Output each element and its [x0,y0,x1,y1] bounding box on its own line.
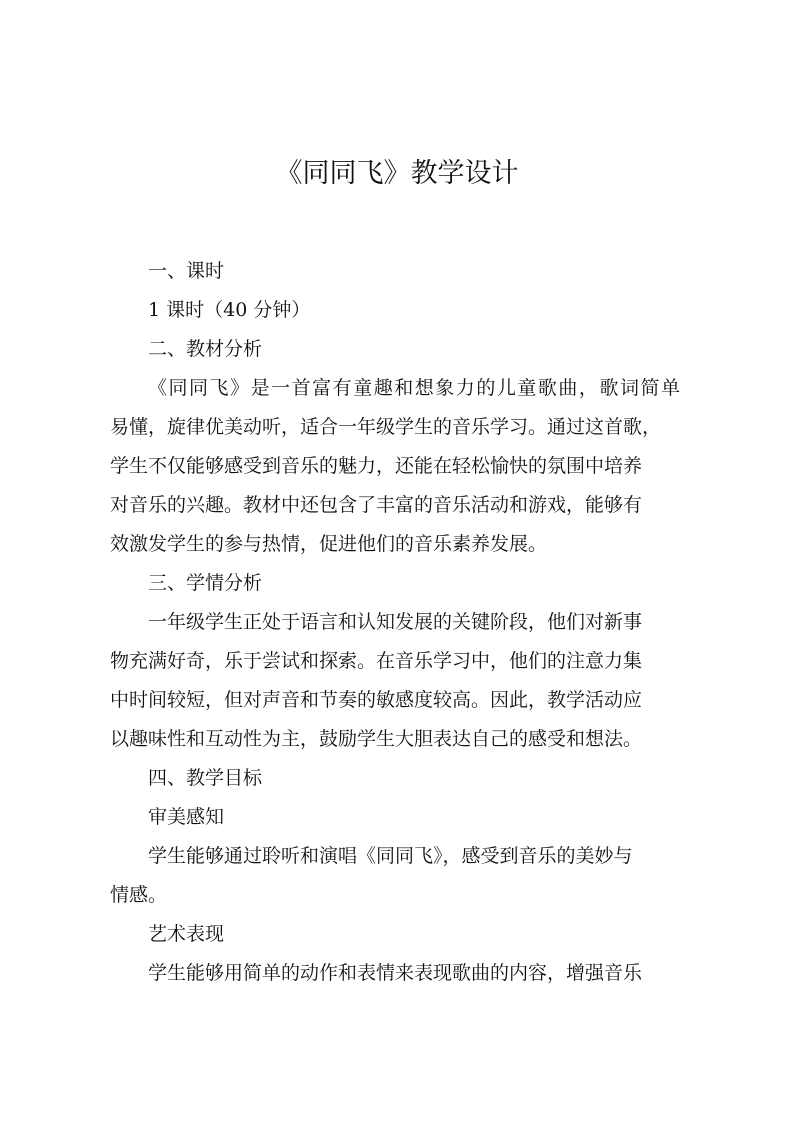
paragraph-line: 中时间较短，但对声音和节奏的敏感度较高。因此，教学活动应 [110,689,643,711]
paragraph-line: 情感。 [110,884,168,906]
paragraph-line: 一年级学生正处于语言和认知发展的关键阶段，他们对新事 [148,611,643,633]
document-body [110,252,694,993]
section-heading-lesson-hours: 一、课时 [148,260,225,282]
paragraph-line: 学生能够通过聆听和演唱《同同飞》，感受到音乐的美妙与 [148,845,633,867]
section-heading-material-analysis: 二、教材分析 [148,338,263,360]
student-analysis-paragraph [110,603,694,759]
subheading-aesthetic: 审美感知 [148,806,225,828]
artistic-paragraph [148,954,694,993]
paragraph-line: 对音乐的兴趣。教材中还包含了丰富的音乐活动和游戏，能够有 [110,494,643,516]
paragraph-line: 以趣味性和互动性为主，鼓励学生大胆表达自己的感受和想法。 [110,728,643,750]
paragraph-line: 学生能够用简单的动作和表情来表现歌曲的内容，增强音乐 [148,962,643,984]
page-title: 《同同飞》教学设计 [275,158,519,189]
material-analysis-paragraph [110,369,694,564]
lesson-hours-text: 1 课时（40 分钟） [148,299,311,321]
paragraph-line: 物充满好奇，乐于尝试和探索。在音乐学习中，他们的注意力集 [110,650,643,672]
subheading-artistic: 艺术表现 [148,923,225,945]
section-heading-teaching-goals: 四、教学目标 [148,767,263,789]
paragraph-line: 《同同飞》是一首富有童趣和想象力的儿童歌曲，歌词简单 [148,377,682,399]
paragraph-line: 易懂，旋律优美动听，适合一年级学生的音乐学习。通过这首歌， [110,416,662,438]
aesthetic-paragraph [110,837,694,915]
paragraph-line: 学生不仅能够感受到音乐的魅力，还能在轻松愉快的氛围中培养 [110,455,643,477]
section-heading-student-analysis: 三、学情分析 [148,572,263,594]
paragraph-line: 效激发学生的参与热情，促进他们的音乐素养发展。 [110,533,548,555]
